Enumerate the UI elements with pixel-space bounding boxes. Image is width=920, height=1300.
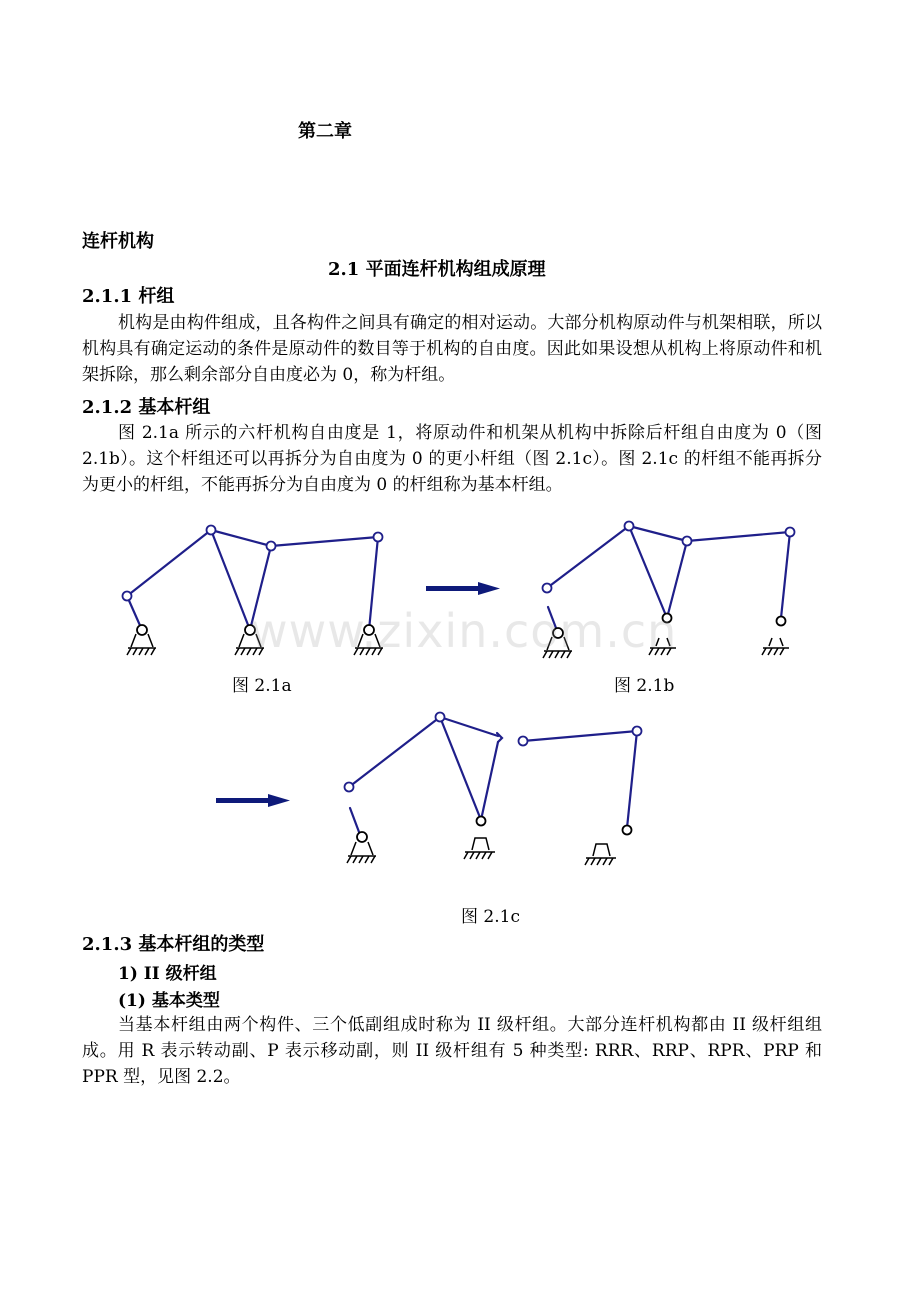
section-title: 连杆机构	[82, 231, 154, 252]
item-heading-1: 1) II 级杆组	[118, 964, 217, 984]
caption-fig-2-1a: 图 2.1a	[232, 676, 292, 696]
chapter-title: 第二章	[298, 121, 352, 142]
paragraph-text: 当基本杆组由两个构件、三个低副组成时称为 II 级杆组。大部分连杆机构都由 II 级杆组组成。用 R 表示转动副、P 表示移动副，则 II 级杆组有 5 种类型: RRR、RRP、RPR、PRP 和 PPR 型，见图 2.2。	[82, 1015, 822, 1087]
paragraph-text: 机构是由构件组成，且各构件之间具有确定的相对运动。大部分机构原动件与机架相联，所以机构具有确定运动的条件是原动件的数目等于机构的自由度。因此如果设想从机构上将原动件和机架拆除，那么剩余部分自由度必为 0，称为杆组。	[82, 313, 822, 385]
figure-2-1c	[345, 713, 642, 866]
item-heading-1-1: (1) 基本类型	[118, 991, 220, 1011]
subsection-title: 2.1 平面连杆机构组成原理	[328, 259, 546, 280]
heading-2-1-1: 2.1.1 杆组	[82, 286, 175, 307]
paragraph-2-1-3	[82, 1012, 822, 1090]
paragraph-2-1-1	[82, 310, 822, 388]
watermark: www.zixin.com.cn	[250, 604, 678, 658]
heading-2-1-2: 2.1.2 基本杆组	[82, 397, 211, 418]
arrow-to-c	[216, 794, 290, 807]
heading-2-1-3: 2.1.3 基本杆组的类型	[82, 934, 265, 955]
caption-fig-2-1c: 图 2.1c	[461, 907, 520, 927]
caption-fig-2-1b: 图 2.1b	[614, 676, 675, 696]
paragraph-2-1-2	[82, 420, 822, 498]
arrow-a-to-b	[426, 582, 500, 595]
mechanism-figures	[0, 500, 920, 900]
paragraph-text: 图 2.1a 所示的六杆机构自由度是 1，将原动件和机架从机构中拆除后杆组自由度为 0（图 2.1b）。这个杆组还可以再拆分为自由度为 0 的更小杆组（图 2.1c）。图 2.1c 的杆组不能再拆分为更小的杆组，不能再拆分为自由度为 0 的杆组称为基本杆组。	[82, 423, 822, 495]
